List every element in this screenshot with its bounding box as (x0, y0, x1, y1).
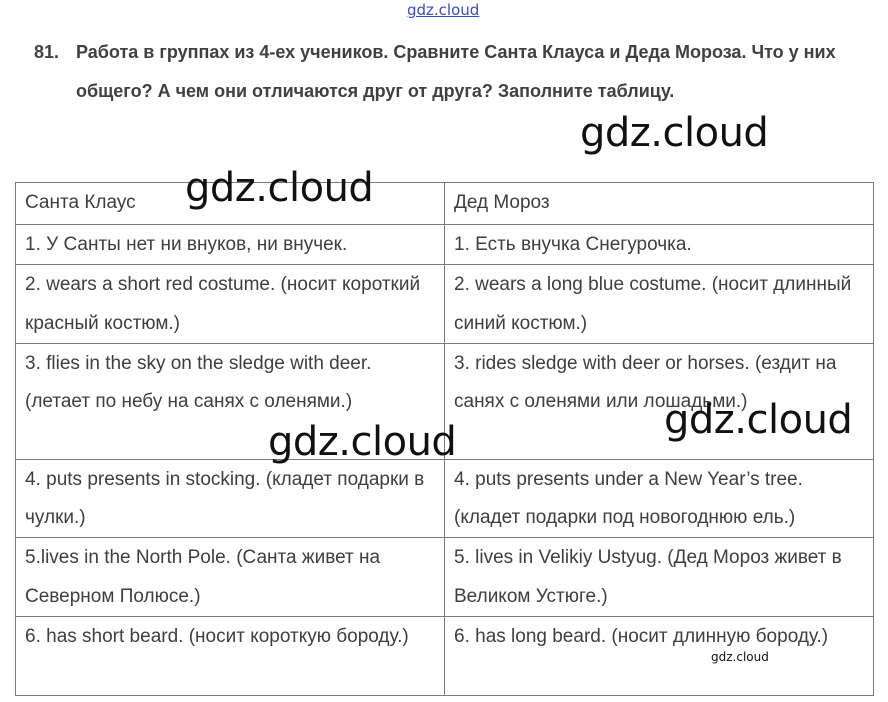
watermark-text: gdz.cloud (664, 397, 853, 443)
table-cell-santa: 2. wears a short red costume. (носит короткий красный костюм.) (16, 265, 445, 344)
watermark-text: gdz.cloud (580, 110, 769, 156)
table-row (16, 538, 874, 617)
table-cell-santa: 6. has short beard. (носит короткую бороду.) (16, 617, 445, 696)
table-cell-santa: 5.lives in the North Pole. (Санта живет на Северном Полюсе.) (16, 538, 445, 617)
watermark-text-small: gdz.cloud (711, 650, 769, 664)
watermark-text: gdz.cloud (185, 165, 374, 211)
table-cell-moroz: 3. rides sledge with deer or horses. (ездит на санях с оленями или лошадьми.) (445, 343, 874, 459)
header-santa-claus: Санта Клаус (16, 183, 445, 225)
header-ded-moroz: Дед Мороз (445, 183, 874, 225)
watermark-link-top[interactable]: gdz.cloud (407, 1, 480, 19)
task-text: Работа в группах из 4-ех учеников. Сравните Санта Клауса и Деда Мороза. Что у них общего? А чем они отличаются друг от друга? Заполните таблицу. (76, 42, 836, 101)
table-row (16, 225, 874, 265)
table-cell-moroz: 2. wears a long blue costume. (носит длинный синий костюм.) (445, 265, 874, 344)
task-number: 81. (34, 42, 60, 62)
table-cell-moroz: 1. Есть внучка Снегурочка. (445, 225, 874, 265)
table-cell-moroz: 6. has long beard. (носит длинную бороду.) (445, 617, 874, 696)
table-cell-moroz: 5. lives in Velikiy Ustyug. (Дед Мороз живет в Великом Устюге.) (445, 538, 874, 617)
watermark-text: gdz.cloud (268, 419, 457, 465)
table-header-row (16, 183, 874, 225)
table-cell-santa: 3. flies in the sky on the sledge with deer. (летает по небу на санях с оленями.) (16, 343, 445, 459)
table-row (16, 459, 874, 538)
table-cell-santa: 4. puts presents in stocking. (кладет подарки в чулки.) (16, 459, 445, 538)
table-cell-santa: 1. У Санты нет ни внуков, ни внучек. (16, 225, 445, 265)
table-cell-moroz: 4. puts presents under a New Year’s tree. (кладет подарки под новогоднюю ель.) (445, 459, 874, 538)
table-row (16, 265, 874, 344)
task-block (34, 33, 854, 111)
